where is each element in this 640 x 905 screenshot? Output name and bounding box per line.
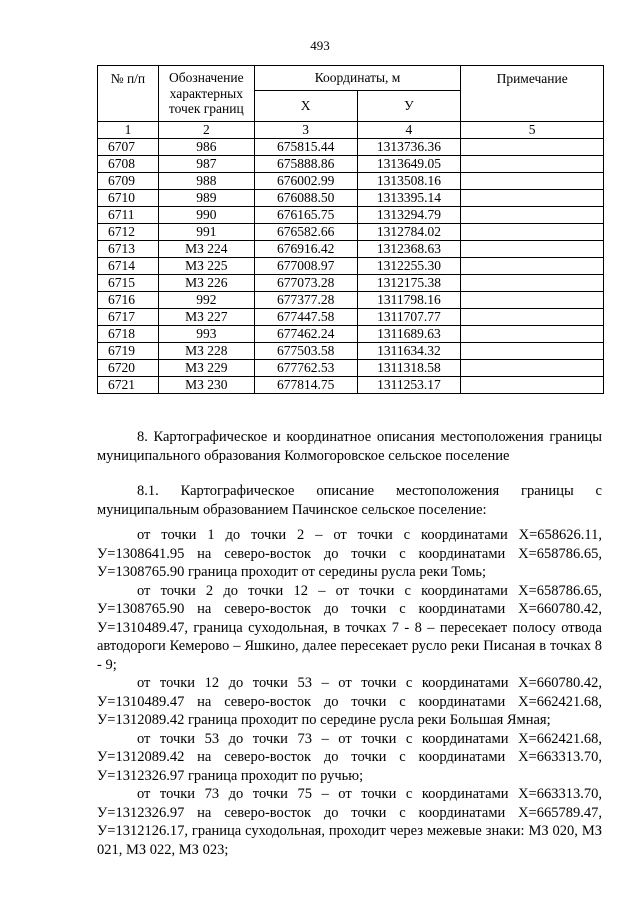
row-number-cell: 6720 xyxy=(98,360,159,377)
header-coordinates: Координаты, м xyxy=(254,66,461,91)
row-number-cell: 6713 xyxy=(98,241,159,258)
x-coordinate-cell: 677462.24 xyxy=(254,326,357,343)
table-row xyxy=(98,360,604,377)
designation-cell: 991 xyxy=(158,224,254,241)
row-number-cell: 6715 xyxy=(98,275,159,292)
x-coordinate-cell: 677814.75 xyxy=(254,377,357,394)
x-coordinate-cell: 676916.42 xyxy=(254,241,357,258)
table-row xyxy=(98,275,604,292)
row-number-cell: 6719 xyxy=(98,343,159,360)
designation-cell: 993 xyxy=(158,326,254,343)
x-coordinate-cell: 677073.28 xyxy=(254,275,357,292)
table-row xyxy=(98,326,604,343)
designation-cell: МЗ 228 xyxy=(158,343,254,360)
table-row xyxy=(98,292,604,309)
note-cell xyxy=(461,326,604,343)
boundary-paragraph: от точки 2 до точки 12 – от точки с координатами Х=658786.65, У=1308765.90 на северо-восток до точки с координатами Х=660780.42, У=1310489.47, граница суходольная, в точках 7 - 8 – пересекает полосу отвода автодороги Кемерово – Яшкино, далее пересекает русло реки Писаная в точках 8 - 9; xyxy=(97,582,602,673)
y-coordinate-cell: 1313736.36 xyxy=(357,139,461,156)
header-y: У xyxy=(357,91,461,122)
page-number: 493 xyxy=(310,38,330,53)
note-cell xyxy=(461,156,604,173)
x-coordinate-cell: 676165.75 xyxy=(254,207,357,224)
designation-cell: МЗ 230 xyxy=(158,377,254,394)
y-coordinate-cell: 1311798.16 xyxy=(357,292,461,309)
y-coordinate-cell: 1312255.30 xyxy=(357,258,461,275)
designation-cell: МЗ 227 xyxy=(158,309,254,326)
y-coordinate-cell: 1311318.58 xyxy=(357,360,461,377)
note-cell xyxy=(461,343,604,360)
y-coordinate-cell: 1313508.16 xyxy=(357,173,461,190)
x-coordinate-cell: 676002.99 xyxy=(254,173,357,190)
note-cell xyxy=(461,292,604,309)
boundary-paragraph: от точки 1 до точки 2 – от точки с координатами Х=658626.11, У=1308641.95 на северо-восток до точки с координатами Х=658786.65, У=1308765.90 граница проходит от середины русла реки Томь; xyxy=(97,527,602,580)
y-coordinate-cell: 1312784.02 xyxy=(357,224,461,241)
row-number-cell: 6707 xyxy=(98,139,159,156)
y-coordinate-cell: 1311689.63 xyxy=(357,326,461,343)
designation-cell: 986 xyxy=(158,139,254,156)
designation-cell: МЗ 225 xyxy=(158,258,254,275)
note-cell xyxy=(461,190,604,207)
row-number-cell: 6710 xyxy=(98,190,159,207)
x-coordinate-cell: 675888.86 xyxy=(254,156,357,173)
y-coordinate-cell: 1311253.17 xyxy=(357,377,461,394)
designation-cell: 988 xyxy=(158,173,254,190)
note-cell xyxy=(461,360,604,377)
row-number-cell: 6721 xyxy=(98,377,159,394)
designation-cell: МЗ 229 xyxy=(158,360,254,377)
section-8-1-heading: 8.1. Картографическое описание местоположения границы с муниципальным образованием Пачинское сельское поселение: xyxy=(97,483,602,518)
table-row xyxy=(98,241,604,258)
note-cell xyxy=(461,275,604,292)
table-row xyxy=(98,377,604,394)
designation-cell: 990 xyxy=(158,207,254,224)
x-coordinate-cell: 676088.50 xyxy=(254,190,357,207)
boundary-description xyxy=(97,526,602,859)
y-coordinate-cell: 1312175.38 xyxy=(357,275,461,292)
x-coordinate-cell: 676582.66 xyxy=(254,224,357,241)
note-cell xyxy=(461,241,604,258)
x-coordinate-cell: 677447.58 xyxy=(254,309,357,326)
y-coordinate-cell: 1313395.14 xyxy=(357,190,461,207)
designation-cell: МЗ 224 xyxy=(158,241,254,258)
y-coordinate-cell: 1311634.32 xyxy=(357,343,461,360)
header-note: Примечание xyxy=(461,66,604,122)
table-row xyxy=(98,343,604,360)
note-cell xyxy=(461,377,604,394)
column-number: 2 xyxy=(158,122,254,139)
row-number-cell: 6716 xyxy=(98,292,159,309)
note-cell xyxy=(461,258,604,275)
column-number: 5 xyxy=(461,122,604,139)
column-number: 1 xyxy=(98,122,159,139)
y-coordinate-cell: 1312368.63 xyxy=(357,241,461,258)
note-cell xyxy=(461,173,604,190)
boundary-paragraph: от точки 73 до точки 75 – от точки с координатами Х=663313.70, У=1312326.97 на северо-восток до точки с координатами Х=665789.47, У=1312126.17, граница суходольная, проходит через межевые знаки: МЗ 020, МЗ 021, МЗ 022, МЗ 023; xyxy=(97,786,602,858)
table-row xyxy=(98,190,604,207)
x-coordinate-cell: 675815.44 xyxy=(254,139,357,156)
header-number: № п/п xyxy=(98,66,159,122)
table-row xyxy=(98,258,604,275)
row-number-cell: 6708 xyxy=(98,156,159,173)
note-cell xyxy=(461,139,604,156)
header-designation: Обозначение характерных точек границ xyxy=(158,66,254,122)
x-coordinate-cell: 677008.97 xyxy=(254,258,357,275)
row-number-cell: 6717 xyxy=(98,309,159,326)
note-cell xyxy=(461,224,604,241)
column-number: 3 xyxy=(254,122,357,139)
y-coordinate-cell: 1313649.05 xyxy=(357,156,461,173)
row-number-cell: 6712 xyxy=(98,224,159,241)
section-8-heading: 8. Картографическое и координатное описания местоположения границы муниципального образования Колмогоровское сельское поселение xyxy=(97,429,602,464)
x-coordinate-cell: 677762.53 xyxy=(254,360,357,377)
note-cell xyxy=(461,207,604,224)
y-coordinate-cell: 1313294.79 xyxy=(357,207,461,224)
table-body xyxy=(98,139,604,394)
header-x: Х xyxy=(254,91,357,122)
row-number-cell: 6709 xyxy=(98,173,159,190)
designation-cell: 987 xyxy=(158,156,254,173)
x-coordinate-cell: 677503.58 xyxy=(254,343,357,360)
table-row xyxy=(98,173,604,190)
table-row xyxy=(98,139,604,156)
table-row xyxy=(98,309,604,326)
coordinates-table xyxy=(97,65,604,394)
designation-cell: МЗ 226 xyxy=(158,275,254,292)
boundary-paragraph: от точки 12 до точки 53 – от точки с координатами Х=660780.42, У=1310489.47 на северо-восток до точки с координатами Х=662421.68, У=1312089.42 граница проходит по середине русла реки Большая Ямная; xyxy=(97,675,602,728)
column-number: 4 xyxy=(357,122,461,139)
y-coordinate-cell: 1311707.77 xyxy=(357,309,461,326)
note-cell xyxy=(461,309,604,326)
designation-cell: 992 xyxy=(158,292,254,309)
table-row xyxy=(98,156,604,173)
boundary-paragraph: от точки 53 до точки 73 – от точки с координатами Х=662421.68, У=1312089.42 на северо-восток до точки с координатами Х=663313.70, У=1312326.97 граница проходит по ручью; xyxy=(97,730,602,784)
row-number-cell: 6718 xyxy=(98,326,159,343)
designation-cell: 989 xyxy=(158,190,254,207)
x-coordinate-cell: 677377.28 xyxy=(254,292,357,309)
row-number-cell: 6711 xyxy=(98,207,159,224)
table-row xyxy=(98,224,604,241)
row-number-cell: 6714 xyxy=(98,258,159,275)
table-row xyxy=(98,207,604,224)
